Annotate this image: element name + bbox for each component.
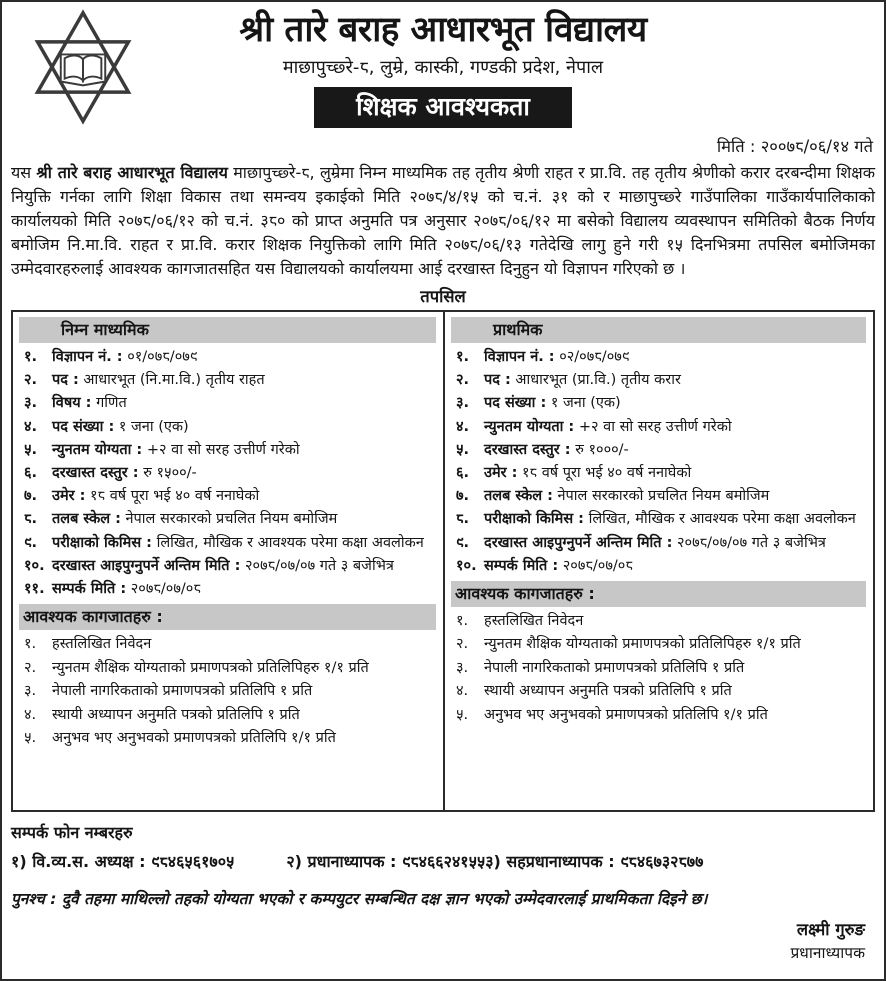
document-item — [451, 680, 866, 703]
item-value: रु १५००/- — [143, 464, 197, 481]
item-label: न्युनतम योग्यता : — [52, 441, 143, 458]
item-value: लिखित, मौखिक र आवश्यक परेमा कक्षा अवलोकन — [156, 534, 424, 551]
signature-block — [11, 917, 875, 963]
item-number: ११. — [24, 580, 45, 597]
item-number: ३. — [24, 395, 38, 412]
item-number: ६. — [24, 464, 38, 481]
item-value: रु १०००/- — [575, 441, 629, 458]
item-label: परीक्षाको किमिस : — [484, 511, 584, 528]
tapsil-heading: तपसिल — [420, 287, 466, 306]
vacancy-item — [19, 578, 436, 601]
intro-part2: माछापुच्छ्रे-८, लुम्रेमा निम्न माध्यमिक तह तृतीय श्रेणी राहत र प्रा.वि. तह तृतीय श्रेणीको करार दरबन्दीमा शिक्षक नियुक्ति गर्नका लागि शिक्षा विकास तथा समन्वय इकाईको मिति २०७८/४/१५ को च.नं. ३१ को र माछापुच्छ्रे गाउँपालिका गाउँकार्यपालिकाको कार्यालयको मिति २०७८/०६/१२ को च.नं. ३८० को प्राप्त अनुमति पत्र अनुसार २०७८/०६/१२ मा बसेको विद्यालय व्यवस्थापन समितिको बैठक निर्णय बमोजिम नि.मा.वि. राहत र प्रा.वि. करार शिक्षक नियुक्तिको लागि मिति २०७८/०६/१३ गतेदेखि लागु हुने गरी १५ दिनभित्रमा तपसिल बमोजिमका उम्मेदवारहरुलाई आवश्यक कागजातसहित यस विद्यालयको कार्यालयमा आई दरखास्त दिनुहुन यो विज्ञापन गरिएको छ । — [11, 163, 875, 278]
item-number: ४. — [456, 418, 470, 435]
contact-entry: २) प्रधानाध्यापक : ९८४६६२४१५५ — [286, 852, 486, 871]
vacancy-item — [19, 508, 436, 531]
vacancy-item — [19, 439, 436, 462]
item-label: पद संख्या : — [484, 395, 547, 412]
vacancy-item — [451, 369, 866, 392]
primary-items — [451, 346, 866, 578]
document-number: २. — [456, 636, 469, 653]
document-item — [19, 704, 436, 727]
item-number: ६. — [456, 464, 470, 481]
postscript-note: पुनश्च : दुवै तहमा माथिल्लो तहको योग्यता भएको र कम्पयुटर सम्बन्धित दक्ष ज्ञान भएको उम्मेदवारलाई प्राथमिकता दिइने छ। — [11, 890, 708, 908]
item-value: १८ वर्ष पूरा भई ४० वर्ष ननाघेको — [522, 464, 692, 481]
notice-title-banner: शिक्षक आवश्यकता — [314, 87, 572, 128]
vacancy-item — [19, 416, 436, 439]
item-value: +२ वा सो सरह उत्तीर्ण गरेको — [146, 441, 300, 458]
document-item — [451, 610, 866, 633]
item-value: आधारभूत (नि.मा.वि.) तृतीय राहत — [83, 372, 265, 389]
vacancy-item — [19, 462, 436, 485]
vacancy-item — [19, 369, 436, 392]
item-number: १. — [24, 349, 38, 365]
item-value: ०१/०७८/०७९ — [127, 349, 198, 365]
contact-entry: ३) सहप्रधानाध्यापक : ९८४६७३२८७७ — [485, 852, 704, 871]
document-text: अनुभव भए अनुभवको प्रमाणपत्रको प्रतिलिपि १/१ प्रति — [52, 730, 336, 746]
item-number: ९. — [24, 534, 38, 551]
document-number: ५. — [456, 706, 469, 723]
column-primary — [443, 312, 873, 810]
contact-numbers-line — [11, 850, 875, 872]
item-value: नेपाल सरकारको प्रचलित नियम बमोजिम — [557, 488, 770, 505]
item-label: तलब स्केल : — [52, 511, 121, 528]
item-label: दरखास्त दस्तुर : — [484, 441, 571, 458]
item-label: न्युनतम योग्यता : — [484, 418, 575, 435]
vacancy-item — [451, 532, 866, 555]
school-address: माछापुच्छ्रे-८, लुम्रे, कास्की, गण्डकी प्रदेश, नेपाल — [282, 57, 604, 79]
document-text: नेपाली नागरिकताको प्रमाणपत्रको प्रतिलिपि १ प्रति — [484, 659, 745, 676]
notice-body-paragraph — [11, 161, 875, 281]
notice-header — [11, 6, 875, 134]
item-label: पद : — [52, 372, 79, 389]
vacancy-item — [19, 346, 436, 369]
vacancy-item — [19, 392, 436, 415]
document-number: ३. — [456, 659, 469, 676]
document-text: अनुभव भए अनुभवको प्रमाणपत्रको प्रतिलिपि १/१ प्रति — [484, 706, 768, 723]
document-number: ४. — [24, 706, 37, 723]
document-number: ३. — [24, 683, 37, 700]
document-number: १. — [456, 612, 469, 629]
item-number: ३. — [456, 395, 470, 412]
item-value: ०२/०७८/०७९ — [559, 349, 630, 365]
vacancy-item — [451, 392, 866, 415]
intro-school-name-bold: श्री तारे बराह आधारभूत विद्यालय — [36, 163, 228, 182]
item-label: विज्ञापन नं. : — [484, 349, 555, 365]
document-item — [19, 633, 436, 656]
item-number: १. — [456, 349, 470, 365]
contact-entry: १) वि.व्य.स. अध्यक्ष : ९८४६५६१७०५ — [11, 852, 235, 871]
item-number: १०. — [456, 557, 477, 574]
item-number: २. — [456, 372, 470, 389]
required-documents-heading-right: आवश्यक कागजातहरु : — [451, 581, 866, 607]
required-documents-list-left — [19, 633, 436, 750]
item-value: १ जना (एक) — [118, 418, 189, 435]
item-value: नेपाल सरकारको प्रचलित नियम बमोजिम — [125, 511, 338, 528]
document-number: ५. — [24, 730, 37, 746]
item-label: पद : — [484, 372, 511, 389]
document-number: ४. — [456, 683, 469, 700]
document-text: हस्तलिखित निवेदन — [52, 636, 152, 653]
document-item — [451, 633, 866, 656]
intro-part1: यस — [11, 163, 37, 182]
item-label: पद संख्या : — [52, 418, 115, 435]
document-text: स्थायी अध्यापन अनुमति पत्रको प्रतिलिपि १ प्रति — [484, 683, 732, 700]
vacancy-item — [451, 439, 866, 462]
item-number: ८. — [24, 511, 38, 528]
vacancy-item — [19, 555, 436, 578]
item-number: ८. — [456, 511, 470, 528]
item-label: तलब स्केल : — [484, 488, 553, 505]
required-documents-heading-left: आवश्यक कागजातहरु : — [19, 604, 436, 630]
column-lower-secondary — [13, 312, 443, 810]
item-number: ५. — [24, 441, 38, 458]
document-item — [451, 657, 866, 680]
item-number: १०. — [24, 557, 45, 574]
vacancy-item — [451, 462, 866, 485]
item-value: २०७८/०७/०७ गते ३ बजेभित्र — [245, 557, 394, 574]
lower-secondary-items — [19, 346, 436, 601]
vacancy-item — [19, 485, 436, 508]
vacancy-item — [451, 346, 866, 369]
document-item — [451, 704, 866, 727]
item-number: ९. — [456, 534, 470, 551]
document-text: हस्तलिखित निवेदन — [484, 612, 584, 629]
item-value: गणित — [96, 395, 127, 412]
item-value: २०७८/०७/०८ — [562, 557, 633, 574]
document-item — [19, 680, 436, 703]
notice-date: मिति : २००७८/०६/१४ गते — [716, 137, 873, 156]
item-number: २. — [24, 372, 38, 389]
item-value: आधारभूत (प्रा.वि.) तृतीय करार — [515, 372, 681, 389]
document-number: १. — [24, 636, 37, 653]
item-label: सम्पर्क मिति : — [484, 557, 559, 574]
vacancy-item — [451, 508, 866, 531]
vacancy-item — [451, 555, 866, 578]
item-label: सम्पर्क मिति : — [52, 580, 127, 597]
item-label: विषय : — [52, 395, 92, 412]
document-text: नेपाली नागरिकताको प्रमाणपत्रको प्रतिलिपि १ प्रति — [52, 683, 313, 700]
document-item — [19, 727, 436, 750]
item-value: १८ वर्ष पूरा भई ४० वर्ष ननाघेको — [90, 488, 260, 505]
document-text: न्युनतम शैक्षिक योग्यताको प्रमाणपत्रको प्रतिलिपिहरु १/१ प्रति — [484, 636, 801, 653]
item-label: दरखास्त दस्तुर : — [52, 464, 139, 481]
item-value: लिखित, मौखिक र आवश्यक परेमा कक्षा अवलोकन — [588, 511, 856, 528]
school-name: श्री तारे बराह आधारभूत विद्यालय — [239, 10, 647, 50]
document-number: २. — [24, 659, 37, 676]
item-value: २०७८/०७/०८ — [130, 580, 201, 597]
signatory-name: लक्ष्मी गुरुङ — [796, 920, 865, 939]
item-number: ४. — [24, 418, 38, 435]
column-title-lower-secondary: निम्न माध्यमिक — [19, 317, 436, 343]
item-label: उमेर : — [52, 488, 86, 505]
item-value: १ जना (एक) — [550, 395, 621, 412]
item-label: दरखास्त आइपुग्नुपर्ने अन्तिम मिति : — [52, 557, 241, 574]
document-text: न्युनतम शैक्षिक योग्यताको प्रमाणपत्रको प्रतिलिपिहरु १/१ प्रति — [52, 659, 369, 676]
vacancy-item — [19, 532, 436, 555]
school-logo-star-book-icon — [25, 8, 141, 126]
vacancy-item — [451, 416, 866, 439]
document-text: स्थायी अध्यापन अनुमति पत्रको प्रतिलिपि १ प्रति — [52, 706, 300, 723]
document-item — [19, 657, 436, 680]
item-label: विज्ञापन नं. : — [52, 349, 123, 365]
vacancy-item — [451, 485, 866, 508]
item-number: ७. — [24, 488, 38, 505]
vacancy-table — [11, 310, 875, 812]
item-label: उमेर : — [484, 464, 518, 481]
item-number: ७. — [456, 488, 470, 505]
item-value: +२ वा सो सरह उत्तीर्ण गरेको — [578, 418, 732, 435]
item-label: परीक्षाको किमिस : — [52, 534, 152, 551]
column-title-primary: प्राथमिक — [451, 317, 866, 343]
signatory-title: प्रधानाध्यापक — [790, 944, 865, 962]
item-number: ५. — [456, 441, 470, 458]
item-label: दरखास्त आइपुग्नुपर्ने अन्तिम मिति : — [484, 534, 673, 551]
contact-numbers-heading: सम्पर्क फोन नम्बरहरु — [11, 823, 133, 842]
item-value: २०७८/०७/०७ गते ३ बजेभित्र — [677, 534, 826, 551]
required-documents-list-right — [451, 610, 866, 727]
